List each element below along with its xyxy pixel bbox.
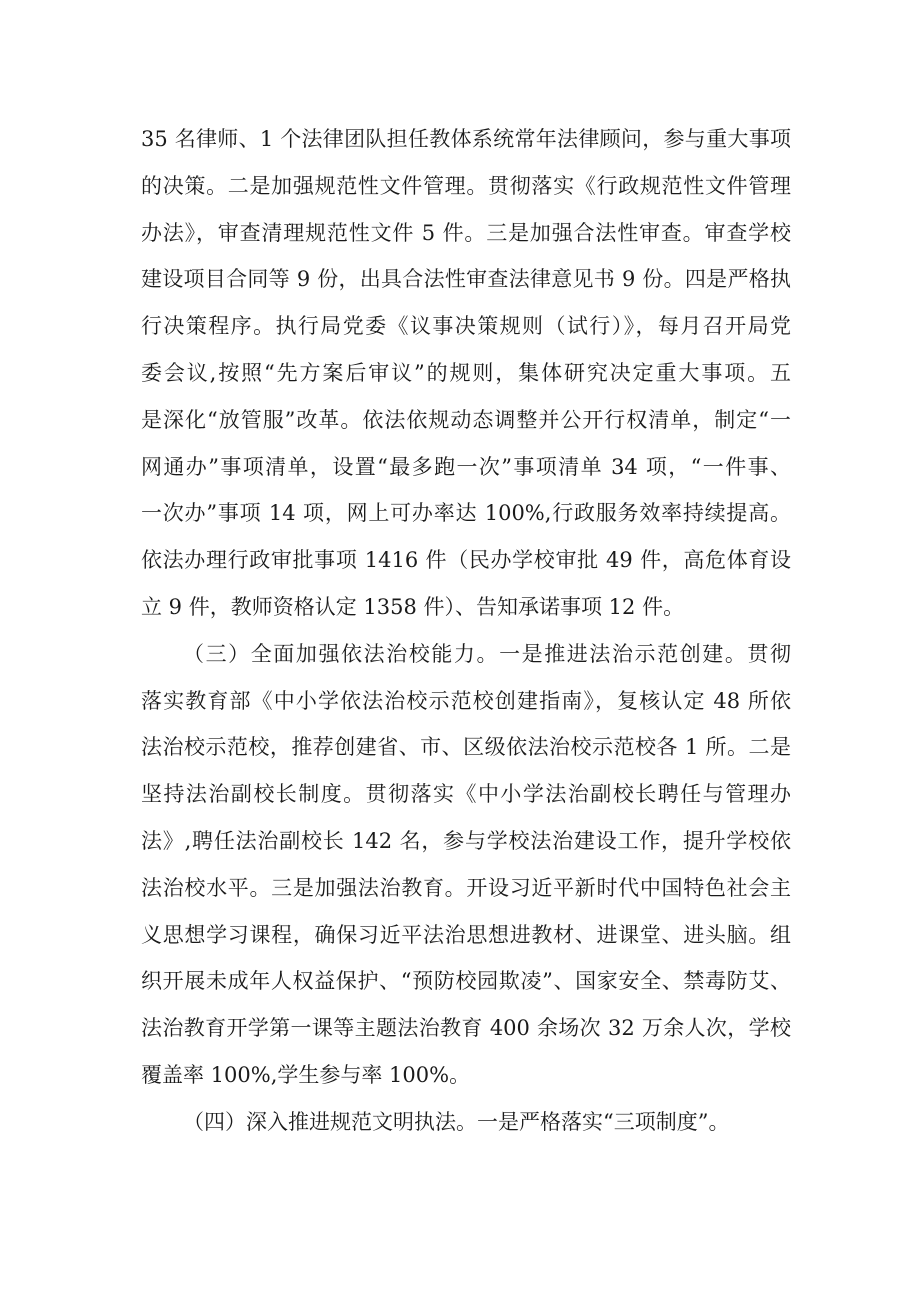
text-line: 法治校水平。三是加强法治教育。开设习近平新时代中国特色社会主 [141,875,791,900]
text-line: 行决策程序。执行局党委《议事决策规则（试行）》，每月召开局党 [141,314,791,339]
text-line: 是深化“放管服”改革。依法依规动态调整并公开行权清单，制定“一 [141,407,791,432]
text-line: 法治校示范校，推荐创建省、市、区级依法治校示范校各 1 所。二是 [141,735,791,760]
text-line: 一次办”事项 14 项，网上可办率达 100%,行政服务效率持续提高。 [141,501,791,526]
text-line: 法治教育开学第一课等主题法治教育 400 余场次 32 万余人次，学校 [141,1016,791,1041]
text-line: 的决策。二是加强规范性文件管理。贯彻落实《行政规范性文件管理 [141,173,791,198]
text-line: 织开展未成年人权益保护、“预防校园欺凌”、国家安全、禁毒防艾、 [141,969,791,994]
paragraph-legal-review [141,116,791,631]
text-line: 法》,聘任法治副校长 142 名，参与学校法治建设工作，提升学校依 [141,828,791,853]
text-line: 立 9 件，教师资格认定 1358 件）、告知承诺事项 12 件。 [141,594,685,619]
paragraph-heading-line: （三）全面加强依法治校能力。一是推进法治示范创建。贯彻 [183,641,791,666]
text-line: 覆盖率 100%,学生参与率 100%。 [141,1062,471,1087]
text-line: 35 名律师、1 个法律团队担任教体系统常年法律顾问，参与重大事项 [141,127,791,151]
text-line: 义思想学习课程，确保习近平法治思想进教材、进课堂、进头脑。组 [141,922,791,947]
paragraph-law-enforcement [141,1099,791,1146]
text-line: 办法》，审查清理规范性文件 5 件。三是加强合法性审查。审查学校 [141,220,791,245]
text-line: 坚持法治副校长制度。贯彻落实《中小学法治副校长聘任与管理办 [141,782,791,807]
text-line: 委会议,按照“先方案后审议”的规则，集体研究决定重大事项。五 [141,360,791,385]
text-line: 依法办理行政审批事项 1416 件（民办学校审批 49 件，高危体育设 [141,548,791,573]
text-line: 网通办”事项清单，设置“最多跑一次”事项清单 34 项，“一件事、 [141,454,791,479]
text-line: 建设项目合同等 9 份，出具合法性审查法律意见书 9 份。四是严格执 [141,267,791,292]
text-line: 落实教育部《中小学依法治校示范校创建指南》，复核认定 48 所依 [141,688,791,713]
paragraph-heading-line: （四）深入推进规范文明执法。一是严格落实“三项制度”。 [183,1109,730,1134]
document-body [141,116,791,1146]
paragraph-school-governance [141,631,791,1099]
